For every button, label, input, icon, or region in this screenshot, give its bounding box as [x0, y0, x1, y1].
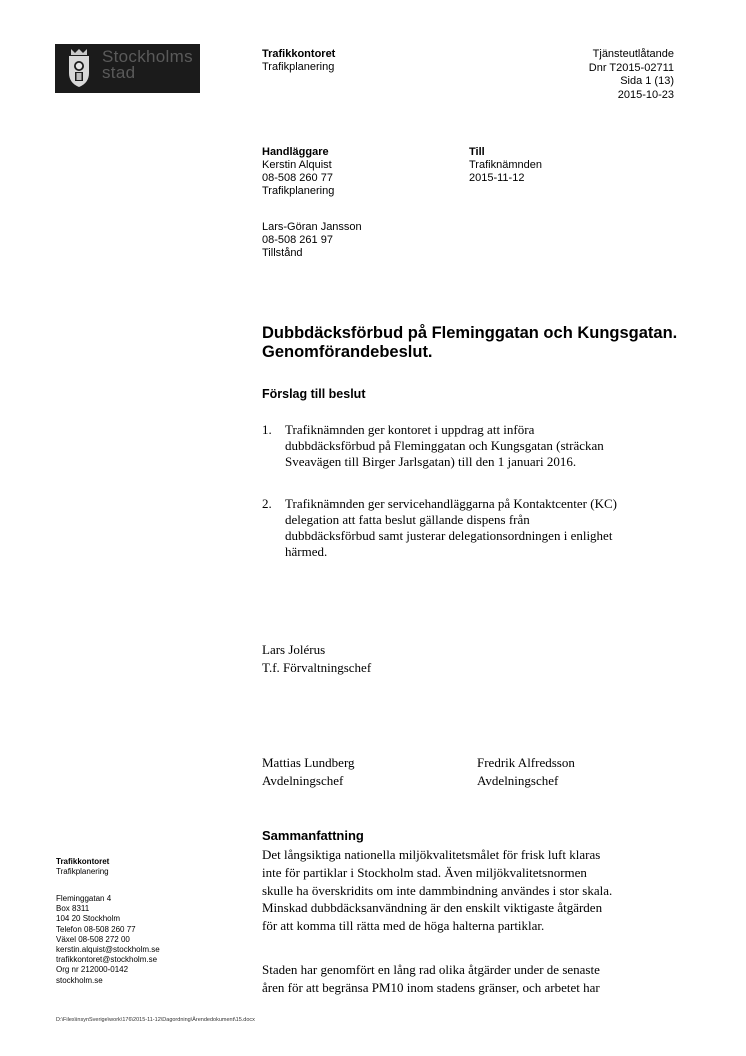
sidebar-office-block	[56, 857, 109, 877]
handlaggare-block	[262, 146, 334, 198]
signature-left	[262, 754, 355, 790]
header-doc-info	[589, 48, 674, 102]
till-heading: Till	[469, 146, 485, 158]
proposal-line: dubbdäcksförbud samt justerar delegationsordningen i enlighet	[285, 528, 613, 543]
proposal-number: 2.	[262, 496, 272, 511]
signature-left-name: Mattias Lundberg	[262, 755, 355, 770]
sidebar-website-link[interactable]: stockholm.se	[56, 975, 103, 985]
signature-main	[262, 641, 371, 677]
handlaggare-phone: 08-508 260 77	[262, 172, 333, 184]
crest-icon	[62, 47, 96, 89]
summary-line: skulle ha överskridits om inte dammbindning användes i stor skala.	[262, 882, 613, 898]
doc-date: 2015-10-23	[617, 88, 674, 101]
summary-line: Det långsiktiga nationella miljökvalitetsmålet för frisk luft klaras	[262, 847, 601, 862]
handlaggare-name: Kerstin Alquist	[262, 159, 332, 171]
summary-line: för att komma till rätta med de höga halterna partiklar.	[262, 918, 545, 934]
sidebar-address-line: Box 8311	[56, 904, 90, 914]
sidebar-office: Trafikkontoret	[56, 857, 110, 866]
proposal-line: härmed.	[285, 544, 328, 559]
header-unit: Trafikplanering	[262, 61, 335, 73]
signature-right-name: Fredrik Alfredsson	[477, 755, 575, 770]
handlaggare-heading: Handläggare	[262, 146, 329, 158]
till-date: 2015-11-12	[469, 172, 525, 184]
sidebar-phone: Telefon 08-508 260 77	[56, 924, 136, 934]
summary-line: åren för att begränsa PM10 inom stadens gränser, och arbetet har	[262, 979, 600, 995]
sidebar-office-email-link[interactable]: trafikkontoret@stockholm.se	[56, 955, 158, 965]
handlaggare-unit: Trafikplanering	[262, 185, 335, 197]
summary-line: inte för partiklar i Stockholm stad. Även miljökvalitetsnormen	[262, 864, 587, 880]
signature-main-title: T.f. Förvaltningschef	[262, 660, 372, 675]
sidebar-switchboard: Växel 08-508 272 00	[56, 934, 130, 944]
sidebar-address-line: 104 20 Stockholm	[56, 914, 121, 924]
doc-page: Sida 1 (13)	[620, 75, 674, 87]
proposal-line: Trafiknämnden ger kontoret i uppdrag att införa	[285, 422, 535, 437]
summary-line: Minskad dubbdäcksanvändning är den enskilt viktigaste åtgärden	[262, 900, 603, 916]
proposal-item-2	[262, 496, 682, 566]
stockholm-logo	[55, 44, 200, 93]
sidebar-address-line: Fleminggatan 4	[56, 894, 112, 903]
sidebar-unit: Trafikplanering	[56, 867, 109, 877]
summary-paragraph-2	[262, 961, 682, 997]
header-office-block	[262, 48, 335, 74]
proposal-item-1	[262, 422, 682, 486]
header-office: Trafikkontoret	[262, 48, 336, 60]
logo-line-2: stad	[102, 63, 136, 82]
proposal-heading: Förslag till beslut	[262, 387, 366, 401]
footer-file-path: D:\Files\insynSverige\work\176\2015-11-12\Dagordning\Ärendedokument\15.docx	[56, 1017, 255, 1023]
till-recipient: Trafiknämnden	[469, 159, 542, 171]
signature-left-title: Avdelningschef	[262, 773, 344, 788]
summary-line: Staden har genomfört en lång rad olika åtgärder under de senaste	[262, 962, 600, 977]
sidebar-org-nr: Org nr 212000-0142	[56, 965, 129, 975]
signature-right	[477, 754, 575, 790]
doc-dnr: Dnr T2015-02711	[588, 61, 674, 74]
proposal-line: dubbdäcksförbud på Fleminggatan och Kungsgatan (sträckan	[285, 438, 604, 453]
proposal-line: delegation att fatta beslut gällande dispens från	[285, 512, 530, 527]
summary-paragraph-1	[262, 846, 682, 935]
document-title: Dubbdäcksförbud på Fleminggatan och Kungsgatan. Genomförandebeslut.	[262, 324, 678, 361]
signature-right-title: Avdelningschef	[477, 773, 559, 788]
sidebar-address-block	[56, 894, 160, 986]
logo-line-1: Stockholms	[102, 47, 193, 66]
sidebar-email-link[interactable]: kerstin.alquist@stockholm.se	[56, 945, 160, 955]
proposal-line: Sveavägen till Birger Jarlsgatan) till den 1 januari 2016.	[285, 454, 577, 469]
doc-type: Tjänsteutlåtande	[592, 48, 674, 60]
handlaggare-2-name: Lars-Göran Jansson	[262, 221, 362, 233]
proposal-number: 1.	[262, 422, 272, 437]
handlaggare-2-unit: Tillstånd	[262, 247, 303, 259]
till-block	[469, 146, 542, 185]
handlaggare-2-phone: 08-508 261 97	[262, 234, 333, 246]
proposal-line: Trafiknämnden ger servicehandläggarna på Kontaktcenter (KC)	[285, 496, 617, 511]
signature-main-name: Lars Jolérus	[262, 642, 326, 657]
summary-heading: Sammanfattning	[262, 828, 364, 843]
handlaggare-2-block	[262, 221, 362, 260]
